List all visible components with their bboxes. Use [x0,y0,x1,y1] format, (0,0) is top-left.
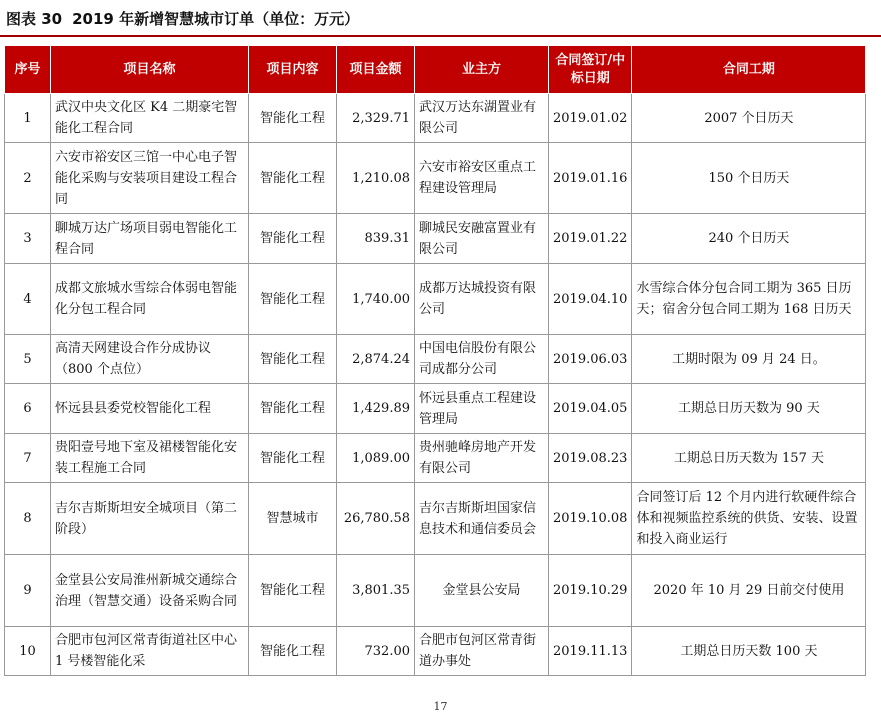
cell-content: 智能化工程 [249,143,337,214]
cell-date: 2019.11.13 [549,627,632,676]
header-no: 序号 [5,46,51,94]
cell-no: 1 [5,94,51,143]
cell-period: 工期总日历天数为 90 天 [632,384,866,434]
cell-amount: 2,874.24 [337,335,415,384]
cell-date: 2019.10.08 [549,483,632,555]
cell-no: 3 [5,214,51,264]
cell-name: 成都文旅城水雪综合体弱电智能化分包工程合同 [51,264,249,335]
header-amount: 项目金额 [337,46,415,94]
cell-no: 2 [5,143,51,214]
cell-content: 智能化工程 [249,627,337,676]
cell-no: 9 [5,555,51,627]
table-row [5,434,866,483]
cell-amount: 1,740.00 [337,264,415,335]
cell-period: 2007 个日历天 [632,94,866,143]
cell-no: 5 [5,335,51,384]
cell-content: 智能化工程 [249,214,337,264]
cell-name: 聊城万达广场项目弱电智能化工程合同 [51,214,249,264]
cell-no: 4 [5,264,51,335]
table-header-row [5,46,866,94]
cell-period: 工期时限为 09 月 24 日。 [632,335,866,384]
cell-name: 金堂县公安局淮州新城交通综合治理（智慧交通）设备采购合同 [51,555,249,627]
cell-no: 10 [5,627,51,676]
cell-amount: 1,210.08 [337,143,415,214]
page-number: 17 [433,700,448,713]
cell-no: 7 [5,434,51,483]
cell-name: 怀远县县委党校智能化工程 [51,384,249,434]
cell-date: 2019.10.29 [549,555,632,627]
cell-period: 工期总日历天数 100 天 [632,627,866,676]
cell-owner: 贵州驰峰房地产开发有限公司 [415,434,549,483]
cell-owner: 吉尔吉斯斯坦国家信息技术和通信委员会 [415,483,549,555]
cell-period: 合同签订后 12 个月内进行软硬件综合体和视频监控系统的供货、安装、设置和投入商业运行 [632,483,866,555]
cell-no: 8 [5,483,51,555]
header-content: 项目内容 [249,46,337,94]
cell-amount: 1,429.89 [337,384,415,434]
cell-period: 2020 年 10 月 29 日前交付使用 [632,555,866,627]
cell-date: 2019.06.03 [549,335,632,384]
cell-amount: 1,089.00 [337,434,415,483]
figure-label: 图表 30 [6,10,63,28]
cell-content: 智能化工程 [249,335,337,384]
cell-amount: 732.00 [337,627,415,676]
cell-content: 智能化工程 [249,555,337,627]
table-row [5,627,866,676]
cell-name: 合肥市包河区常青街道社区中心 1 号楼智能化采 [51,627,249,676]
cell-amount: 26,780.58 [337,483,415,555]
orders-table [4,45,866,676]
cell-date: 2019.01.02 [549,94,632,143]
cell-date: 2019.08.23 [549,434,632,483]
cell-owner: 聊城民安融富置业有限公司 [415,214,549,264]
header-date: 合同签订/中标日期 [549,46,632,94]
cell-date: 2019.01.16 [549,143,632,214]
figure-caption [6,4,369,34]
cell-name: 贵阳壹号地下室及裙楼智能化安装工程施工合同 [51,434,249,483]
table-row [5,214,866,264]
cell-owner: 合肥市包河区常青街道办事处 [415,627,549,676]
table-row [5,384,866,434]
cell-content: 智能化工程 [249,434,337,483]
cell-owner: 金堂县公安局 [415,555,549,627]
cell-amount: 3,801.35 [337,555,415,627]
cell-content: 智能化工程 [249,264,337,335]
cell-period: 水雪综合体分包合同工期为 365 日历天；宿舍分包合同工期为 168 日历天 [632,264,866,335]
table-row [5,335,866,384]
table-row [5,555,866,627]
cell-owner: 六安市裕安区重点工程建设管理局 [415,143,549,214]
cell-content: 智能化工程 [249,94,337,143]
header-owner: 业主方 [415,46,549,94]
header-name: 项目名称 [51,46,249,94]
header-period: 合同工期 [632,46,866,94]
cell-date: 2019.04.05 [549,384,632,434]
figure-title: 2019 年新增智慧城市订单（单位：万元） [72,10,360,28]
cell-owner: 怀远县重点工程建设管理局 [415,384,549,434]
table-row [5,483,866,555]
cell-name: 武汉中央文化区 K4 二期豪宅智能化工程合同 [51,94,249,143]
cell-period: 工期总日历天数为 157 天 [632,434,866,483]
cell-content: 智慧城市 [249,483,337,555]
cell-name: 六安市裕安区三馆一中心电子智能化采购与安装项目建设工程合同 [51,143,249,214]
caption-rule [0,35,881,37]
cell-owner: 武汉万达东湖置业有限公司 [415,94,549,143]
cell-period: 150 个日历天 [632,143,866,214]
cell-date: 2019.01.22 [549,214,632,264]
table-row [5,264,866,335]
cell-name: 吉尔吉斯斯坦安全城项目（第二阶段） [51,483,249,555]
table-row [5,94,866,143]
cell-amount: 2,329.71 [337,94,415,143]
cell-content: 智能化工程 [249,384,337,434]
cell-owner: 成都万达城投资有限公司 [415,264,549,335]
cell-amount: 839.31 [337,214,415,264]
cell-name: 高清天网建设合作分成协议（800 个点位） [51,335,249,384]
cell-period: 240 个日历天 [632,214,866,264]
cell-no: 6 [5,384,51,434]
cell-owner: 中国电信股份有限公司成都分公司 [415,335,549,384]
table-row [5,143,866,214]
cell-date: 2019.04.10 [549,264,632,335]
